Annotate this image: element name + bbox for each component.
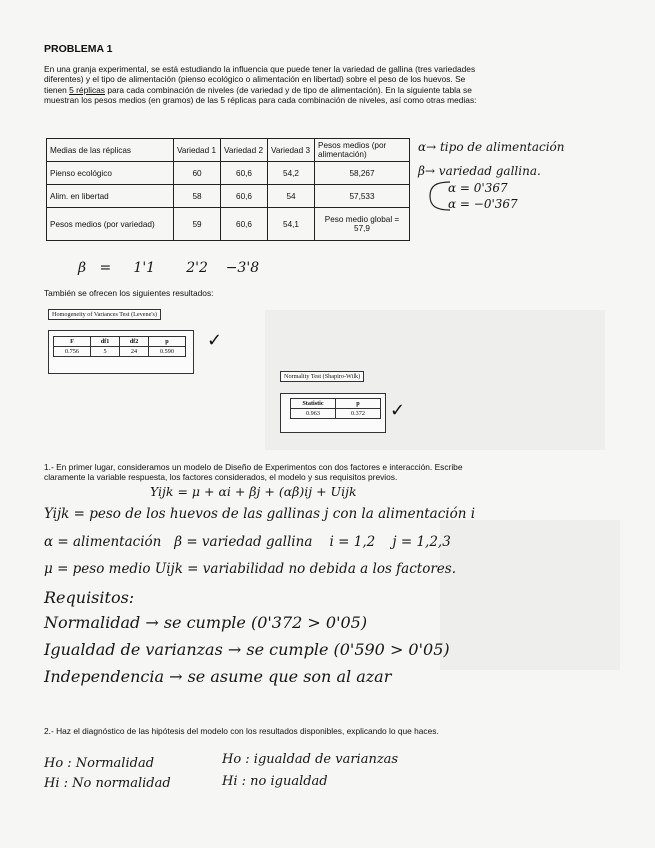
- handwritten-line: Yijk = peso de los huevos de las gallinas j con la alimentación i: [44, 506, 476, 522]
- handwritten-h1-variance: Hi : no igualdad: [222, 774, 328, 789]
- handwritten-line: Igualdad de varianzas → se cumple (0'590 > 0'05): [44, 640, 450, 659]
- bleed-through-text: [250, 0, 655, 38]
- question-1-prompt: 1.- En primer lugar, consideramos un modelo de Diseño de Experimentos con dos factores e interacción. Escribe claramente la variable respuesta, los factores considerados, el modelo y sus requisitos previos.: [44, 462, 463, 483]
- levene-value: 0.590: [149, 347, 186, 357]
- levene-value: 24: [120, 347, 149, 357]
- handwritten-model-equation: Yijk = μ + αi + βj + (αβ)ij + Uijk: [150, 484, 357, 499]
- table-cell: 59: [174, 208, 221, 241]
- handwritten-h0-variance: Ho : igualdad de varianzas: [222, 752, 399, 767]
- table-cell: 60,6: [221, 162, 268, 185]
- table-header-cell: Variedad 3: [268, 139, 315, 162]
- handwritten-beta-values: β = 1'1 2'2 −3'8: [78, 260, 260, 276]
- handwritten-bracket: [416, 176, 452, 216]
- levene-value: 0.756: [54, 347, 91, 357]
- levene-header: F: [54, 337, 91, 347]
- table-cell: Alim. en libertad: [47, 185, 174, 208]
- check-mark-icon: ✓: [207, 330, 223, 351]
- table-row: [47, 185, 410, 208]
- levene-table: [53, 336, 186, 357]
- question-1-text: [44, 462, 464, 483]
- table-cell: 60,6: [221, 185, 268, 208]
- intro-paragraph: [44, 64, 484, 106]
- intro-underlined: 5 réplicas: [69, 84, 105, 95]
- table-row: [47, 208, 410, 241]
- handwritten-line: μ = peso medio Uijk = variabilidad no debida a los factores.: [44, 561, 456, 577]
- table-cell: 58,267: [315, 162, 410, 185]
- table-cell: 54: [268, 185, 315, 208]
- also-offered-text: También se ofrecen los siguientes resultados:: [44, 288, 214, 298]
- table-header-cell: Pesos medios (por alimentación): [315, 139, 410, 162]
- table-cell: 54,2: [268, 162, 315, 185]
- table-cell: 57,533: [315, 185, 410, 208]
- shapiro-header: p: [336, 399, 381, 409]
- table-header-row: [47, 139, 410, 162]
- handwritten-alpha-value: α = 0'367: [448, 181, 508, 195]
- table-cell: 60: [174, 162, 221, 185]
- shapiro-value-row: [291, 409, 381, 419]
- shapiro-header: Statistic: [291, 399, 336, 409]
- levene-value-row: [54, 347, 186, 357]
- handwritten-alpha-value: α = −0'367: [448, 197, 518, 211]
- table-row: [47, 162, 410, 185]
- shapiro-title: Normality Test (Shapiro-Wilk): [280, 371, 364, 382]
- levene-title: Homogeneity of Variances Test (Levene's): [48, 309, 161, 320]
- shapiro-header-row: [291, 399, 381, 409]
- handwritten-h0-normality: Ho : Normalidad: [44, 756, 155, 771]
- bleed-through-shadow: [440, 520, 620, 670]
- table-cell: Pienso ecológico: [47, 162, 174, 185]
- handwritten-line: Independencia → se asume que son al azar: [44, 667, 392, 686]
- table-cell: 58: [174, 185, 221, 208]
- problem-title: PROBLEMA 1: [44, 43, 113, 55]
- intro-text-b: para cada combinación de niveles (de variedad y de tipo de alimentación). En la siguiente tabla se muestran los pesos medios (en gramos) de las 5 réplicas para cada combinación de niveles, así como otras medias:: [44, 84, 477, 106]
- question-2-text: 2.- Haz el diagnóstico de las hipótesis del modelo con los resultados disponibles, explicando lo que haces.: [44, 726, 439, 736]
- shapiro-value: 0.372: [336, 409, 381, 419]
- table-header-cell: Medias de las réplicas: [47, 139, 174, 162]
- levene-header-row: [54, 337, 186, 347]
- shapiro-table: [290, 398, 381, 419]
- means-table: [46, 138, 410, 241]
- levene-header: df1: [91, 337, 120, 347]
- levene-value: 5: [91, 347, 120, 357]
- intro-text-a: En una granja experimental, se está estudiando la influencia que puede tener la variedad de gallina (tres variedades diferentes) y el tipo de alimentación (pienso ecológico o alimentación en libertad) sobre el peso de los huevos. Se tienen: [44, 64, 476, 95]
- handwritten-line: Requisitos:: [44, 588, 135, 607]
- handwritten-h1-normality: Hi : No normalidad: [44, 776, 171, 791]
- handwritten-line: Normalidad → se cumple (0'372 > 0'05): [44, 613, 368, 632]
- table-cell: Pesos medios (por variedad): [47, 208, 174, 241]
- levene-header: p: [149, 337, 186, 347]
- check-mark-icon: ✓: [390, 400, 406, 421]
- table-header-cell: Variedad 1: [174, 139, 221, 162]
- handwritten-beta-note: β→ variedad gallina.: [418, 164, 541, 178]
- handwritten-line: α = alimentación β = variedad gallina i = 1,2 j = 1,2,3: [44, 534, 451, 550]
- handwritten-alpha-note: α→ tipo de alimentación: [418, 140, 565, 154]
- table-cell: 54,1: [268, 208, 315, 241]
- table-header-cell: Variedad 2: [221, 139, 268, 162]
- table-cell: 60,6: [221, 208, 268, 241]
- table-cell: Peso medio global = 57,9: [315, 208, 410, 241]
- shapiro-value: 0.963: [291, 409, 336, 419]
- levene-header: df2: [120, 337, 149, 347]
